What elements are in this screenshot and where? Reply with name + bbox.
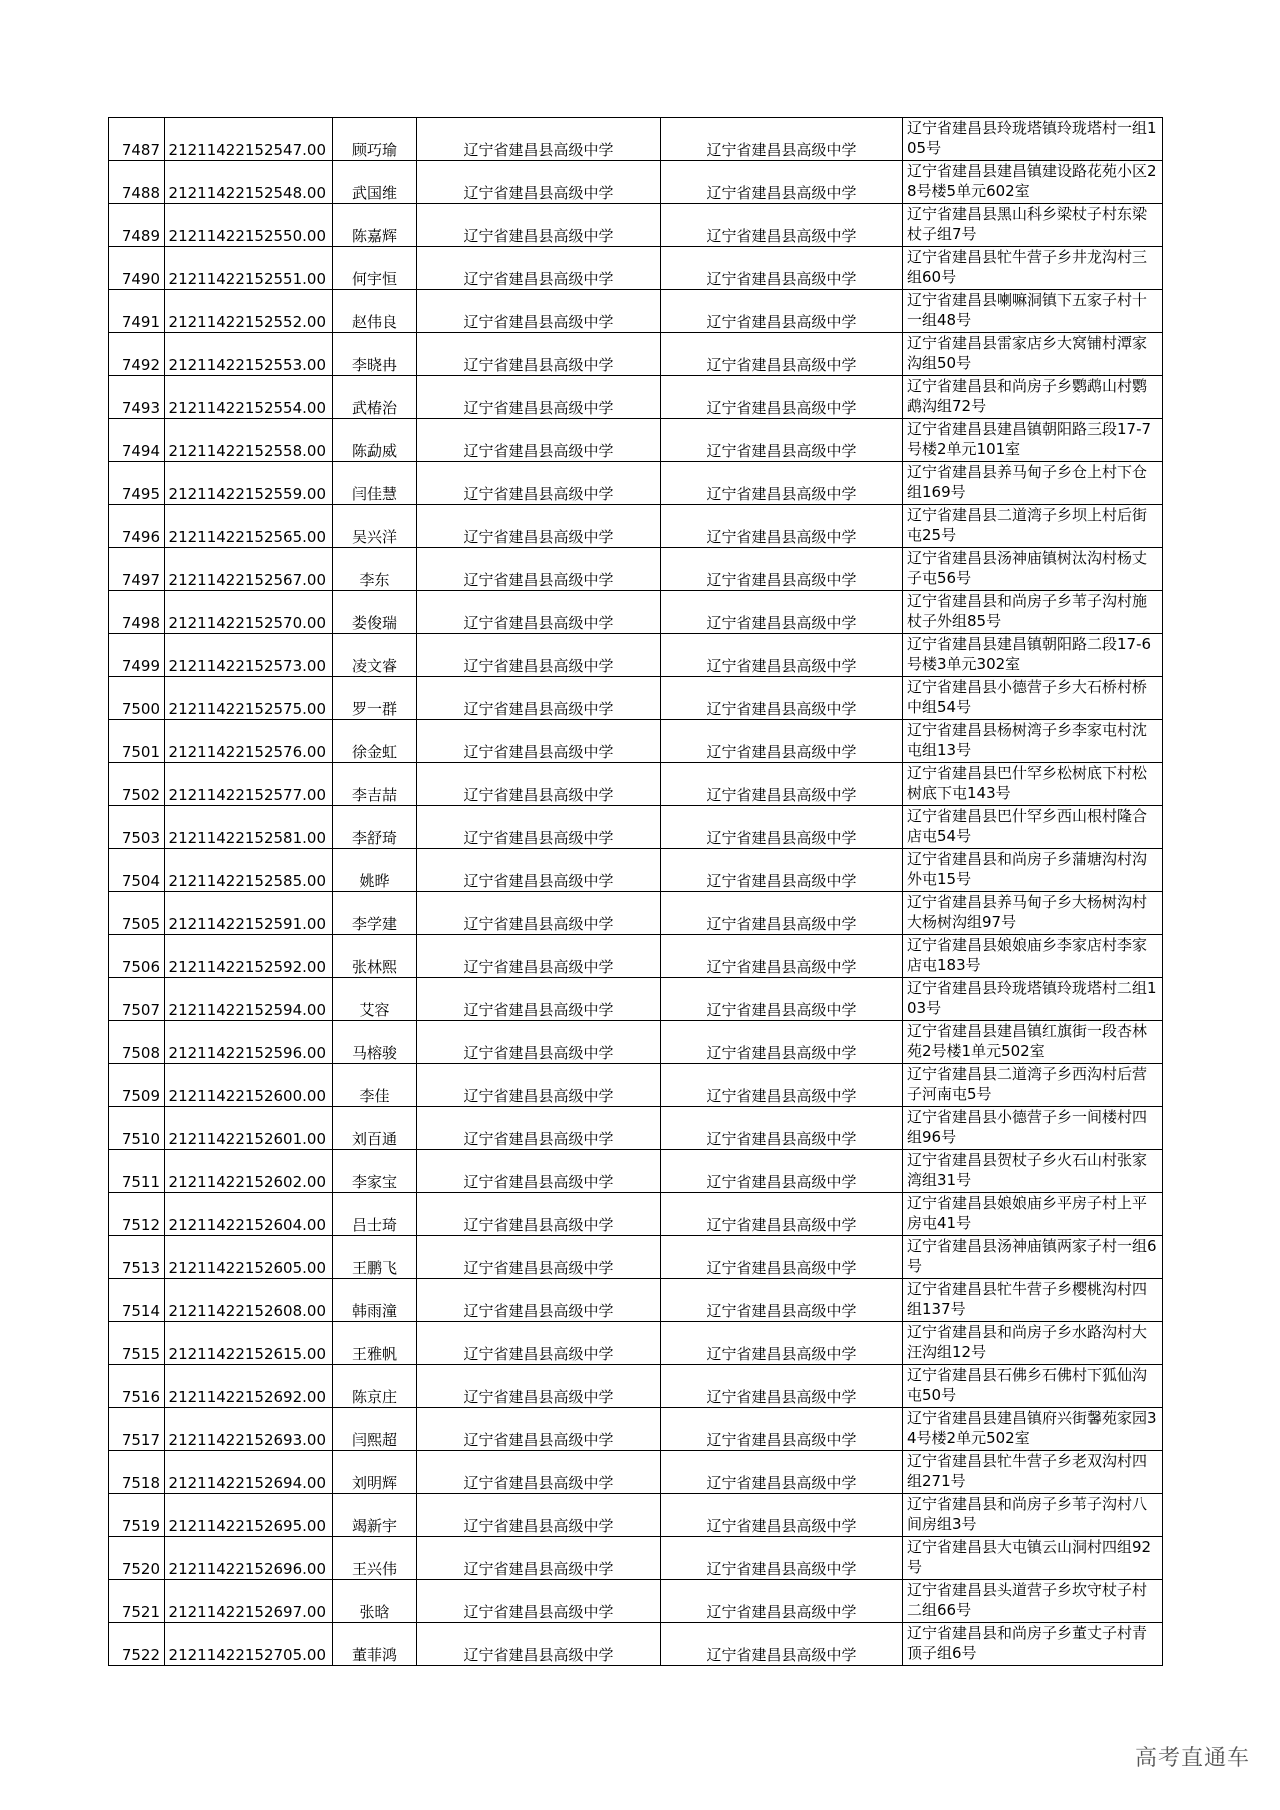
home-address: 辽宁省建昌县贺杖子乡火石山村张家湾组31号 <box>903 1150 1163 1193</box>
home-address: 辽宁省建昌县和尚房子乡鹦鹉山村鹦鹉沟组72号 <box>903 376 1163 419</box>
student-name: 韩雨潼 <box>333 1279 417 1322</box>
candidate-id: 21211422152552.00 <box>165 290 333 333</box>
student-name: 王兴伟 <box>333 1537 417 1580</box>
student-name: 顾巧瑜 <box>333 118 417 161</box>
school-name: 辽宁省建昌县高级中学 <box>417 247 661 290</box>
admitting-school: 辽宁省建昌县高级中学 <box>661 462 903 505</box>
table-row <box>109 1322 1163 1365</box>
home-address: 辽宁省建昌县和尚房子乡苇子沟村八间房组3号 <box>903 1494 1163 1537</box>
student-name: 赵伟良 <box>333 290 417 333</box>
student-name: 陈勐威 <box>333 419 417 462</box>
home-address: 辽宁省建昌县石佛乡石佛村下狐仙沟屯50号 <box>903 1365 1163 1408</box>
table-row <box>109 1451 1163 1494</box>
row-number: 7509 <box>109 1064 165 1107</box>
home-address: 辽宁省建昌县建昌镇朝阳路三段17-7号楼2单元101室 <box>903 419 1163 462</box>
admitting-school: 辽宁省建昌县高级中学 <box>661 1236 903 1279</box>
home-address: 辽宁省建昌县汤神庙镇树汰沟村杨丈子屯56号 <box>903 548 1163 591</box>
student-name: 武国维 <box>333 161 417 204</box>
school-name: 辽宁省建昌县高级中学 <box>417 806 661 849</box>
candidate-id: 21211422152695.00 <box>165 1494 333 1537</box>
candidate-id: 21211422152592.00 <box>165 935 333 978</box>
school-name: 辽宁省建昌县高级中学 <box>417 204 661 247</box>
school-name: 辽宁省建昌县高级中学 <box>417 1494 661 1537</box>
admitting-school: 辽宁省建昌县高级中学 <box>661 978 903 1021</box>
student-name: 张晗 <box>333 1580 417 1623</box>
row-number: 7500 <box>109 677 165 720</box>
row-number: 7492 <box>109 333 165 376</box>
school-name: 辽宁省建昌县高级中学 <box>417 1408 661 1451</box>
home-address: 辽宁省建昌县牤牛营子乡老双沟村四组271号 <box>903 1451 1163 1494</box>
candidate-id: 21211422152594.00 <box>165 978 333 1021</box>
home-address: 辽宁省建昌县建昌镇红旗街一段杏林苑2号楼1单元502室 <box>903 1021 1163 1064</box>
candidate-id: 21211422152608.00 <box>165 1279 333 1322</box>
row-number: 7494 <box>109 419 165 462</box>
student-name: 姚晔 <box>333 849 417 892</box>
school-name: 辽宁省建昌县高级中学 <box>417 763 661 806</box>
school-name: 辽宁省建昌县高级中学 <box>417 1064 661 1107</box>
row-number: 7502 <box>109 763 165 806</box>
student-name: 张林熙 <box>333 935 417 978</box>
school-name: 辽宁省建昌县高级中学 <box>417 935 661 978</box>
home-address: 辽宁省建昌县二道湾子乡西沟村后营子河南屯5号 <box>903 1064 1163 1107</box>
home-address: 辽宁省建昌县养马甸子乡大杨树沟村大杨树沟组97号 <box>903 892 1163 935</box>
home-address: 辽宁省建昌县玲珑塔镇玲珑塔村一组105号 <box>903 118 1163 161</box>
student-name: 王雅帆 <box>333 1322 417 1365</box>
admitting-school: 辽宁省建昌县高级中学 <box>661 1021 903 1064</box>
home-address: 辽宁省建昌县建昌镇建设路花苑小区28号楼5单元602室 <box>903 161 1163 204</box>
student-name: 王鹏飞 <box>333 1236 417 1279</box>
school-name: 辽宁省建昌县高级中学 <box>417 1236 661 1279</box>
home-address: 辽宁省建昌县二道湾子乡坝上村后街屯25号 <box>903 505 1163 548</box>
admitting-school: 辽宁省建昌县高级中学 <box>661 677 903 720</box>
candidate-id: 21211422152550.00 <box>165 204 333 247</box>
admitting-school: 辽宁省建昌县高级中学 <box>661 548 903 591</box>
candidate-id: 21211422152604.00 <box>165 1193 333 1236</box>
school-name: 辽宁省建昌县高级中学 <box>417 978 661 1021</box>
student-name: 吕士琦 <box>333 1193 417 1236</box>
admitting-school: 辽宁省建昌县高级中学 <box>661 1279 903 1322</box>
table-row <box>109 505 1163 548</box>
admitting-school: 辽宁省建昌县高级中学 <box>661 1365 903 1408</box>
table-row <box>109 591 1163 634</box>
student-name: 何宇恒 <box>333 247 417 290</box>
home-address: 辽宁省建昌县和尚房子乡水路沟村大汪沟组12号 <box>903 1322 1163 1365</box>
table-row <box>109 376 1163 419</box>
student-name: 凌文睿 <box>333 634 417 677</box>
row-number: 7518 <box>109 1451 165 1494</box>
home-address: 辽宁省建昌县和尚房子乡苇子沟村施杖子外组85号 <box>903 591 1163 634</box>
admitting-school: 辽宁省建昌县高级中学 <box>661 1107 903 1150</box>
home-address: 辽宁省建昌县建昌镇府兴街馨苑家园34号楼2单元502室 <box>903 1408 1163 1451</box>
table-row <box>109 1279 1163 1322</box>
student-name: 马榕骏 <box>333 1021 417 1064</box>
row-number: 7504 <box>109 849 165 892</box>
admitting-school: 辽宁省建昌县高级中学 <box>661 634 903 677</box>
table-row <box>109 1537 1163 1580</box>
home-address: 辽宁省建昌县巴什罕乡松树底下村松树底下屯143号 <box>903 763 1163 806</box>
table-row <box>109 462 1163 505</box>
candidate-id: 21211422152585.00 <box>165 849 333 892</box>
home-address: 辽宁省建昌县玲珑塔镇玲珑塔村二组103号 <box>903 978 1163 1021</box>
row-number: 7511 <box>109 1150 165 1193</box>
admitting-school: 辽宁省建昌县高级中学 <box>661 935 903 978</box>
school-name: 辽宁省建昌县高级中学 <box>417 1623 661 1666</box>
candidate-id: 21211422152575.00 <box>165 677 333 720</box>
student-name: 闫熙超 <box>333 1408 417 1451</box>
candidate-id: 21211422152573.00 <box>165 634 333 677</box>
table-row <box>109 1408 1163 1451</box>
student-name: 陈京庄 <box>333 1365 417 1408</box>
admitting-school: 辽宁省建昌县高级中学 <box>661 1150 903 1193</box>
row-number: 7489 <box>109 204 165 247</box>
table-row <box>109 419 1163 462</box>
candidate-id: 21211422152602.00 <box>165 1150 333 1193</box>
table-row <box>109 118 1163 161</box>
admitting-school: 辽宁省建昌县高级中学 <box>661 763 903 806</box>
row-number: 7499 <box>109 634 165 677</box>
student-name: 刘明辉 <box>333 1451 417 1494</box>
table-row <box>109 892 1163 935</box>
school-name: 辽宁省建昌县高级中学 <box>417 290 661 333</box>
table-row <box>109 1021 1163 1064</box>
candidate-id: 21211422152605.00 <box>165 1236 333 1279</box>
row-number: 7487 <box>109 118 165 161</box>
home-address: 辽宁省建昌县娘娘庙乡平房子村上平房屯41号 <box>903 1193 1163 1236</box>
home-address: 辽宁省建昌县巴什罕乡西山根村隆合店屯54号 <box>903 806 1163 849</box>
admitting-school: 辽宁省建昌县高级中学 <box>661 849 903 892</box>
home-address: 辽宁省建昌县小德营子乡一间楼村四组96号 <box>903 1107 1163 1150</box>
school-name: 辽宁省建昌县高级中学 <box>417 462 661 505</box>
school-name: 辽宁省建昌县高级中学 <box>417 1451 661 1494</box>
student-name: 李舒琦 <box>333 806 417 849</box>
admitting-school: 辽宁省建昌县高级中学 <box>661 1494 903 1537</box>
candidate-id: 21211422152697.00 <box>165 1580 333 1623</box>
school-name: 辽宁省建昌县高级中学 <box>417 1365 661 1408</box>
school-name: 辽宁省建昌县高级中学 <box>417 720 661 763</box>
table-row <box>109 677 1163 720</box>
student-name: 闫佳慧 <box>333 462 417 505</box>
row-number: 7507 <box>109 978 165 1021</box>
school-name: 辽宁省建昌县高级中学 <box>417 505 661 548</box>
admitting-school: 辽宁省建昌县高级中学 <box>661 505 903 548</box>
school-name: 辽宁省建昌县高级中学 <box>417 376 661 419</box>
admission-table-body <box>109 118 1163 1666</box>
candidate-id: 21211422152558.00 <box>165 419 333 462</box>
school-name: 辽宁省建昌县高级中学 <box>417 118 661 161</box>
student-name: 李吉喆 <box>333 763 417 806</box>
student-name: 徐金虹 <box>333 720 417 763</box>
candidate-id: 21211422152694.00 <box>165 1451 333 1494</box>
candidate-id: 21211422152567.00 <box>165 548 333 591</box>
home-address: 辽宁省建昌县杨树湾子乡李家屯村沈屯组13号 <box>903 720 1163 763</box>
home-address: 辽宁省建昌县头道营子乡坎守杖子村二组66号 <box>903 1580 1163 1623</box>
row-number: 7514 <box>109 1279 165 1322</box>
candidate-id: 21211422152570.00 <box>165 591 333 634</box>
home-address: 辽宁省建昌县大屯镇云山洞村四组92号 <box>903 1537 1163 1580</box>
table-row <box>109 548 1163 591</box>
admitting-school: 辽宁省建昌县高级中学 <box>661 333 903 376</box>
home-address: 辽宁省建昌县娘娘庙乡李家店村李家店屯183号 <box>903 935 1163 978</box>
candidate-id: 21211422152551.00 <box>165 247 333 290</box>
school-name: 辽宁省建昌县高级中学 <box>417 161 661 204</box>
admitting-school: 辽宁省建昌县高级中学 <box>661 1064 903 1107</box>
home-address: 辽宁省建昌县和尚房子乡董丈子村青顶子组6号 <box>903 1623 1163 1666</box>
admitting-school: 辽宁省建昌县高级中学 <box>661 1451 903 1494</box>
row-number: 7515 <box>109 1322 165 1365</box>
row-number: 7513 <box>109 1236 165 1279</box>
admitting-school: 辽宁省建昌县高级中学 <box>661 247 903 290</box>
school-name: 辽宁省建昌县高级中学 <box>417 1279 661 1322</box>
home-address: 辽宁省建昌县牤牛营子乡樱桃沟村四组137号 <box>903 1279 1163 1322</box>
home-address: 辽宁省建昌县汤神庙镇两家子村一组6号 <box>903 1236 1163 1279</box>
row-number: 7503 <box>109 806 165 849</box>
admitting-school: 辽宁省建昌县高级中学 <box>661 1193 903 1236</box>
row-number: 7522 <box>109 1623 165 1666</box>
candidate-id: 21211422152548.00 <box>165 161 333 204</box>
row-number: 7521 <box>109 1580 165 1623</box>
admitting-school: 辽宁省建昌县高级中学 <box>661 1580 903 1623</box>
admitting-school: 辽宁省建昌县高级中学 <box>661 1408 903 1451</box>
row-number: 7490 <box>109 247 165 290</box>
candidate-id: 21211422152554.00 <box>165 376 333 419</box>
candidate-id: 21211422152601.00 <box>165 1107 333 1150</box>
table-row <box>109 978 1163 1021</box>
school-name: 辽宁省建昌县高级中学 <box>417 548 661 591</box>
row-number: 7488 <box>109 161 165 204</box>
student-name: 李佳 <box>333 1064 417 1107</box>
table-row <box>109 333 1163 376</box>
school-name: 辽宁省建昌县高级中学 <box>417 892 661 935</box>
school-name: 辽宁省建昌县高级中学 <box>417 677 661 720</box>
row-number: 7505 <box>109 892 165 935</box>
home-address: 辽宁省建昌县养马甸子乡仓上村下仓组169号 <box>903 462 1163 505</box>
table-row <box>109 720 1163 763</box>
table-row <box>109 290 1163 333</box>
table-row <box>109 634 1163 677</box>
table-row <box>109 247 1163 290</box>
admitting-school: 辽宁省建昌县高级中学 <box>661 892 903 935</box>
school-name: 辽宁省建昌县高级中学 <box>417 1537 661 1580</box>
admitting-school: 辽宁省建昌县高级中学 <box>661 118 903 161</box>
row-number: 7501 <box>109 720 165 763</box>
row-number: 7517 <box>109 1408 165 1451</box>
admitting-school: 辽宁省建昌县高级中学 <box>661 376 903 419</box>
admitting-school: 辽宁省建昌县高级中学 <box>661 161 903 204</box>
student-name: 李东 <box>333 548 417 591</box>
table-row <box>109 935 1163 978</box>
row-number: 7496 <box>109 505 165 548</box>
school-name: 辽宁省建昌县高级中学 <box>417 419 661 462</box>
row-number: 7519 <box>109 1494 165 1537</box>
candidate-id: 21211422152565.00 <box>165 505 333 548</box>
table-row <box>109 806 1163 849</box>
admitting-school: 辽宁省建昌县高级中学 <box>661 1623 903 1666</box>
school-name: 辽宁省建昌县高级中学 <box>417 1150 661 1193</box>
student-name: 陈嘉辉 <box>333 204 417 247</box>
table-row <box>109 1236 1163 1279</box>
candidate-id: 21211422152581.00 <box>165 806 333 849</box>
row-number: 7516 <box>109 1365 165 1408</box>
student-name: 李家宝 <box>333 1150 417 1193</box>
home-address: 辽宁省建昌县喇嘛洞镇下五家子村十一组48号 <box>903 290 1163 333</box>
school-name: 辽宁省建昌县高级中学 <box>417 634 661 677</box>
table-row <box>109 1193 1163 1236</box>
candidate-id: 21211422152600.00 <box>165 1064 333 1107</box>
row-number: 7508 <box>109 1021 165 1064</box>
home-address: 辽宁省建昌县和尚房子乡蒲塘沟村沟外屯15号 <box>903 849 1163 892</box>
table-row <box>109 1107 1163 1150</box>
school-name: 辽宁省建昌县高级中学 <box>417 1580 661 1623</box>
student-name: 艾容 <box>333 978 417 1021</box>
student-name: 竭新宇 <box>333 1494 417 1537</box>
school-name: 辽宁省建昌县高级中学 <box>417 1107 661 1150</box>
student-name: 武椿治 <box>333 376 417 419</box>
student-name: 吴兴洋 <box>333 505 417 548</box>
admitting-school: 辽宁省建昌县高级中学 <box>661 720 903 763</box>
candidate-id: 21211422152553.00 <box>165 333 333 376</box>
student-name: 娄俊瑞 <box>333 591 417 634</box>
candidate-id: 21211422152591.00 <box>165 892 333 935</box>
admitting-school: 辽宁省建昌县高级中学 <box>661 806 903 849</box>
table-row <box>109 1494 1163 1537</box>
admission-table <box>108 117 1163 1666</box>
home-address: 辽宁省建昌县小德营子乡大石桥村桥中组54号 <box>903 677 1163 720</box>
school-name: 辽宁省建昌县高级中学 <box>417 849 661 892</box>
candidate-id: 21211422152693.00 <box>165 1408 333 1451</box>
candidate-id: 21211422152576.00 <box>165 720 333 763</box>
table-row <box>109 204 1163 247</box>
home-address: 辽宁省建昌县黑山科乡梁杖子村东梁杖子组7号 <box>903 204 1163 247</box>
table-row <box>109 1150 1163 1193</box>
admitting-school: 辽宁省建昌县高级中学 <box>661 1322 903 1365</box>
home-address: 辽宁省建昌县牤牛营子乡井龙沟村三组60号 <box>903 247 1163 290</box>
table-row <box>109 849 1163 892</box>
table-row <box>109 1623 1163 1666</box>
candidate-id: 21211422152615.00 <box>165 1322 333 1365</box>
home-address: 辽宁省建昌县建昌镇朝阳路二段17-6号楼3单元302室 <box>903 634 1163 677</box>
admitting-school: 辽宁省建昌县高级中学 <box>661 290 903 333</box>
school-name: 辽宁省建昌县高级中学 <box>417 1322 661 1365</box>
school-name: 辽宁省建昌县高级中学 <box>417 591 661 634</box>
row-number: 7520 <box>109 1537 165 1580</box>
candidate-id: 21211422152705.00 <box>165 1623 333 1666</box>
admitting-school: 辽宁省建昌县高级中学 <box>661 419 903 462</box>
table-row <box>109 1365 1163 1408</box>
row-number: 7493 <box>109 376 165 419</box>
candidate-id: 21211422152696.00 <box>165 1537 333 1580</box>
student-name: 刘百通 <box>333 1107 417 1150</box>
row-number: 7495 <box>109 462 165 505</box>
student-name: 罗一群 <box>333 677 417 720</box>
row-number: 7512 <box>109 1193 165 1236</box>
table-row <box>109 161 1163 204</box>
row-number: 7510 <box>109 1107 165 1150</box>
candidate-id: 21211422152692.00 <box>165 1365 333 1408</box>
candidate-id: 21211422152559.00 <box>165 462 333 505</box>
school-name: 辽宁省建昌县高级中学 <box>417 1193 661 1236</box>
admitting-school: 辽宁省建昌县高级中学 <box>661 591 903 634</box>
school-name: 辽宁省建昌县高级中学 <box>417 1021 661 1064</box>
watermark-text: 高考直通车 <box>1134 1746 1250 1771</box>
row-number: 7506 <box>109 935 165 978</box>
admitting-school: 辽宁省建昌县高级中学 <box>661 1537 903 1580</box>
table-row <box>109 763 1163 806</box>
home-address: 辽宁省建昌县雷家店乡大窝铺村潭家沟组50号 <box>903 333 1163 376</box>
student-name: 董菲鸿 <box>333 1623 417 1666</box>
candidate-id: 21211422152596.00 <box>165 1021 333 1064</box>
row-number: 7497 <box>109 548 165 591</box>
student-name: 李学建 <box>333 892 417 935</box>
row-number: 7498 <box>109 591 165 634</box>
table-row <box>109 1064 1163 1107</box>
table-row <box>109 1580 1163 1623</box>
admitting-school: 辽宁省建昌县高级中学 <box>661 204 903 247</box>
row-number: 7491 <box>109 290 165 333</box>
candidate-id: 21211422152577.00 <box>165 763 333 806</box>
school-name: 辽宁省建昌县高级中学 <box>417 333 661 376</box>
candidate-id: 21211422152547.00 <box>165 118 333 161</box>
student-name: 李晓冉 <box>333 333 417 376</box>
